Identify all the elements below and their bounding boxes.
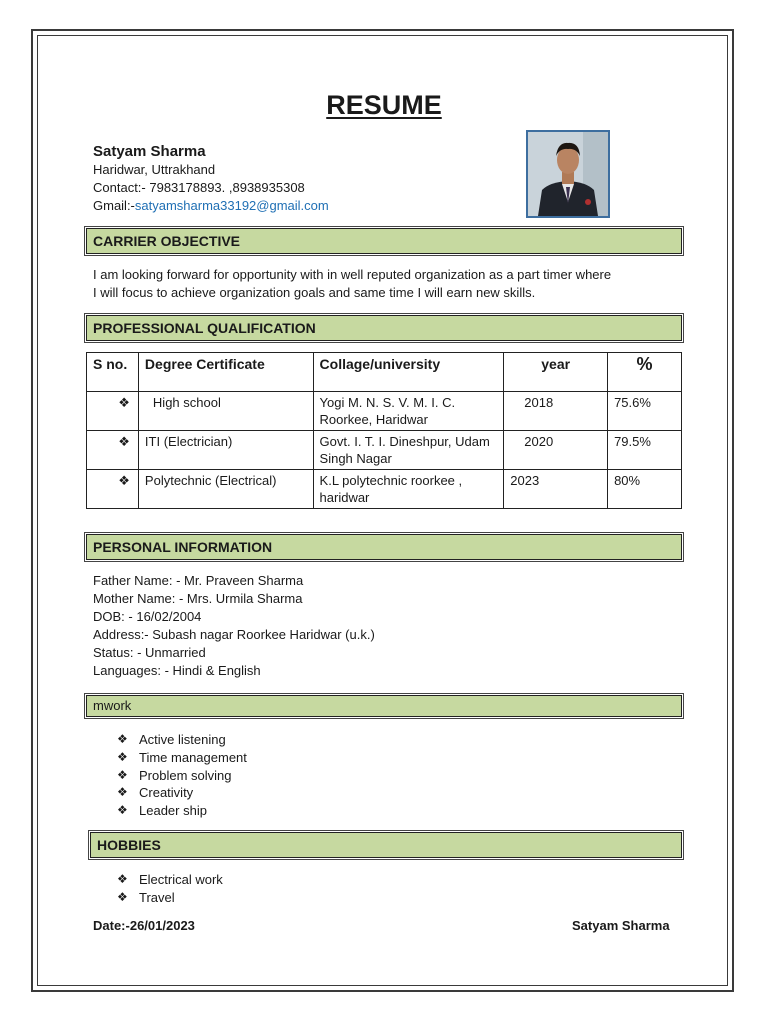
diamond-bullet-icon: ❖ [87, 470, 139, 509]
table-row [87, 392, 682, 431]
hobby-label: Travel [139, 889, 175, 905]
signature-name: Satyam Sharma [572, 918, 670, 933]
location: Haridwar, Uttrakhand [93, 162, 216, 177]
list-item [117, 767, 247, 785]
qualification-table [86, 352, 682, 509]
college-cell: Govt. I. T. I. Dineshpur, Udam Singh Nagar [313, 431, 504, 470]
career-objective-text [93, 266, 683, 302]
diamond-bullet-icon: ❖ [117, 803, 128, 818]
career-objective-heading: CARRIER OBJECTIVE [86, 228, 682, 254]
degree-cell: Polytechnic (Electrical) [138, 470, 313, 509]
contact-numbers: Contact:- 7983178893. ,8938935308 [93, 180, 305, 195]
languages: Languages: - Hindi & English [93, 663, 261, 678]
skill-label: Active listening [139, 732, 226, 747]
percent-cell: 80% [608, 470, 682, 509]
diamond-bullet-icon: ❖ [117, 785, 128, 800]
date-of-birth: DOB: - 16/02/2004 [93, 609, 202, 624]
career-objective-line-2: I will focus to achieve organization goals and same time I will earn new skills. [93, 285, 536, 300]
degree-cell: High school [138, 392, 313, 431]
address: Address:- Subash nagar Roorkee Haridwar (u.k.) [93, 627, 375, 642]
col-percent: % [608, 353, 682, 392]
table-row [87, 470, 682, 509]
resume-title: RESUME [326, 90, 442, 120]
list-item [117, 802, 247, 820]
skill-label: Problem solving [139, 767, 232, 783]
skill-label: Creativity [139, 785, 194, 801]
col-year: year [504, 353, 608, 392]
professional-qualification-heading: PROFESSIONAL QUALIFICATION [86, 315, 682, 341]
hobbies-list [117, 871, 223, 907]
diamond-bullet-icon: ❖ [87, 431, 139, 470]
contact-header [93, 143, 329, 215]
percent-cell: 79.5% [608, 431, 682, 470]
col-college: Collage/university [313, 353, 504, 392]
year-cell: 2023 [504, 470, 608, 509]
list-item [117, 889, 223, 907]
diamond-bullet-icon: ❖ [117, 749, 128, 764]
col-sno: S no. [87, 353, 139, 392]
personal-information [93, 572, 375, 680]
signature-date: Date:-26/01/2023 [93, 918, 195, 933]
hobbies-heading: HOBBIES [90, 832, 682, 858]
skills-heading: mwork [86, 695, 682, 717]
year-cell: 2018 [504, 392, 608, 431]
gmail-label: Gmail:- [93, 198, 135, 213]
skills-list [117, 731, 247, 820]
table-row [87, 431, 682, 470]
degree-cell: ITI (Electrician) [138, 431, 313, 470]
diamond-bullet-icon: ❖ [117, 767, 128, 782]
marital-status: Status: - Unmarried [93, 645, 206, 660]
diamond-bullet-icon: ❖ [87, 392, 139, 431]
college-cell: Yogi M. N. S. V. M. I. C. Roorkee, Haridwar [313, 392, 504, 431]
gmail-link[interactable]: satyamsharma33192@gmail.com [134, 198, 329, 213]
diamond-bullet-icon: ❖ [117, 889, 128, 904]
percent-cell: 75.6% [608, 392, 682, 431]
diamond-bullet-icon: ❖ [117, 872, 128, 886]
father-name: Father Name: - Mr. Praveen Sharma [93, 573, 304, 588]
career-objective-line-1: I am looking forward for opportunity with in well reputed organization as a part timer where [93, 267, 612, 282]
col-degree: Degree Certificate [138, 353, 313, 392]
list-item [117, 749, 247, 767]
year-cell: 2020 [504, 431, 608, 470]
table-header-row [87, 353, 682, 392]
mother-name: Mother Name: - Mrs. Urmila Sharma [93, 591, 303, 606]
profile-photo [526, 130, 610, 218]
skill-label: Time management [139, 749, 247, 765]
list-item [117, 784, 247, 802]
college-cell: K.L polytechnic roorkee , haridwar [313, 470, 504, 509]
hobby-label: Electrical work [139, 872, 223, 887]
list-item [117, 731, 247, 749]
candidate-name: Satyam Sharma [93, 143, 206, 160]
personal-information-heading: PERSONAL INFORMATION [86, 534, 682, 560]
gmail-line [93, 197, 329, 215]
list-item [117, 871, 223, 889]
skill-label: Leader ship [139, 803, 207, 819]
diamond-bullet-icon: ❖ [117, 732, 128, 746]
